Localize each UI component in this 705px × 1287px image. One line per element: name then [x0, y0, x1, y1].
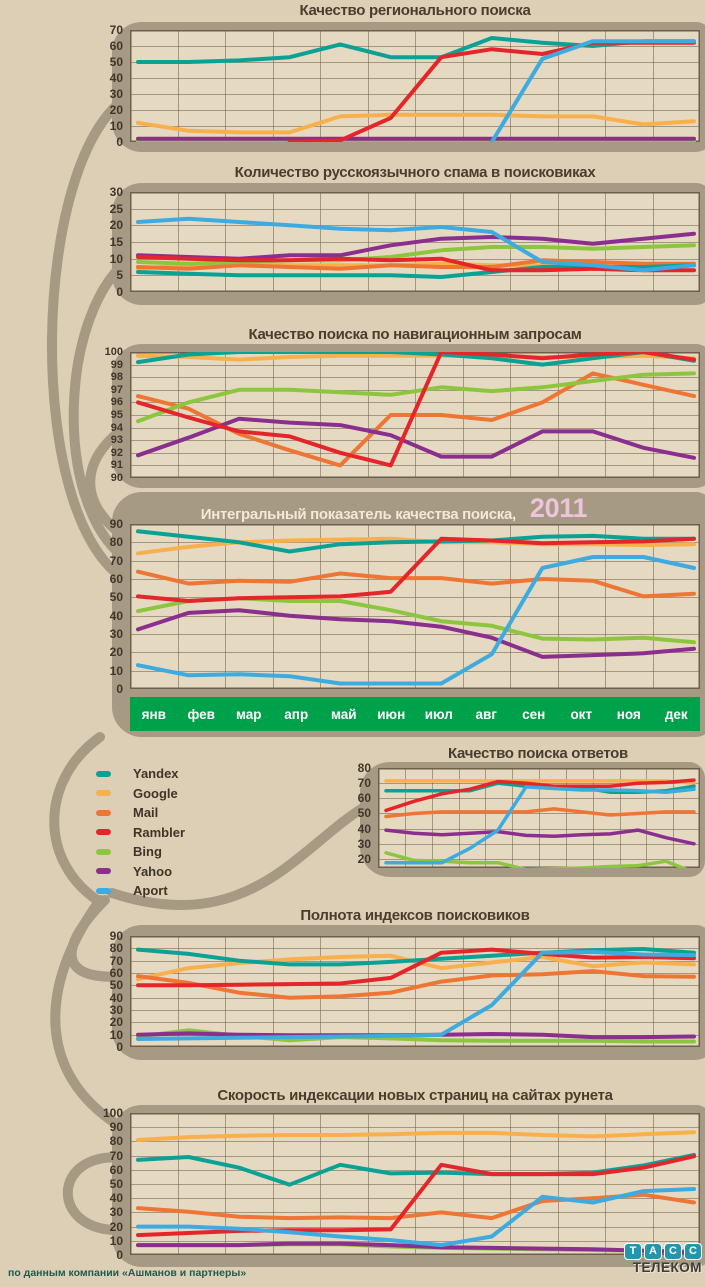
month-label: янв — [141, 706, 166, 722]
month-label: июл — [424, 706, 453, 722]
y-tick-label: 98 — [110, 371, 123, 384]
y-tick-label: 10 — [109, 1027, 123, 1042]
month-label: дек — [664, 706, 688, 722]
y-tick-label: 30 — [109, 185, 123, 199]
chart-title-6 — [300, 907, 529, 924]
chart-title-text: Количество русскоязычного спама в поисковиках — [234, 164, 596, 181]
chart-capsule-5 — [357, 761, 705, 877]
y-tick-label: 70 — [357, 776, 371, 791]
y-tick-label: 30 — [109, 1205, 123, 1220]
chart-title-3 — [248, 326, 581, 343]
legend-label: Mail — [133, 805, 159, 821]
legend-item-yandex — [96, 764, 185, 784]
chart-canvas-количество-русскоязычного-спама-в-поиско — [130, 192, 700, 292]
y-tick-label: 60 — [109, 572, 123, 586]
y-tick-label: 60 — [109, 1162, 123, 1177]
y-tick-label: 93 — [110, 434, 123, 447]
y-tick-label: 100 — [102, 1106, 123, 1120]
y-tick-label: 60 — [109, 966, 123, 980]
y-tick-label: 30 — [109, 87, 123, 101]
tass-logo-tiles — [612, 1243, 702, 1260]
y-tick-label: 80 — [109, 535, 123, 550]
chart-canvas-скорость-индексации-новых-страниц-на-сай — [130, 1113, 700, 1255]
chart-capsule-3 — [112, 344, 705, 488]
legend-item-aport — [96, 881, 185, 901]
y-tick-label: 70 — [109, 1148, 123, 1163]
chart-title-5 — [448, 745, 628, 762]
legend-item-mail — [96, 803, 185, 823]
legend-item-bing — [96, 842, 185, 862]
chart-capsule-6 — [109, 925, 705, 1060]
source-note: по данным компании «Ашманов и партнеры» — [8, 1267, 247, 1279]
y-tick-label: 50 — [357, 806, 371, 821]
y-tick-label: 0 — [116, 1040, 123, 1054]
chart-title-1 — [299, 2, 530, 19]
month-label: июн — [377, 706, 406, 722]
chart-title-2 — [235, 164, 596, 181]
y-tick-label: 20 — [109, 218, 123, 233]
y-tick-label: 95 — [110, 409, 123, 421]
month-label: апр — [284, 706, 309, 722]
y-tick-label: 10 — [109, 663, 123, 678]
y-tick-label: 40 — [109, 1191, 123, 1206]
y-tick-label: 80 — [109, 941, 123, 956]
y-tick-label: 92 — [110, 446, 123, 459]
y-tick-label: 96 — [110, 396, 123, 409]
chart-canvas-качество-поиска-ответов — [378, 768, 700, 868]
y-tick-label: 30 — [109, 627, 123, 641]
y-tick-label: 70 — [109, 553, 123, 568]
legend-label: Aport — [133, 883, 168, 899]
y-tick-label: 97 — [110, 383, 123, 396]
y-tick-label: 60 — [357, 791, 371, 806]
month-label: авг — [475, 706, 497, 722]
y-tick-label: 91 — [110, 459, 123, 472]
y-tick-label: 0 — [116, 285, 123, 299]
y-tick-label: 5 — [116, 268, 123, 283]
legend-label: Google — [133, 785, 178, 801]
tass-logo-tile: Т — [624, 1243, 642, 1260]
y-tick-label: 80 — [357, 761, 371, 775]
tass-telecom-logo — [612, 1243, 702, 1275]
legend-color-chip — [96, 771, 111, 777]
chart-canvas-интегральный-показатель-качества-поиска — [130, 524, 700, 689]
y-tick-label: 50 — [109, 590, 123, 605]
y-tick-label: 30 — [109, 1003, 123, 1017]
y-tick-label: 40 — [109, 608, 123, 623]
month-label: фев — [187, 706, 215, 722]
legend-item-google — [96, 784, 185, 804]
chart-title-4 — [200, 493, 599, 531]
y-tick-label: 80 — [109, 1134, 123, 1149]
months-axis-bar — [130, 697, 700, 731]
month-label: окт — [570, 706, 593, 722]
chart-title-7 — [217, 1087, 612, 1104]
y-tick-label: 50 — [109, 978, 123, 993]
y-tick-label: 50 — [109, 55, 123, 69]
chart-canvas-качество-регионального-поиска — [130, 30, 700, 142]
y-tick-label: 70 — [109, 23, 123, 37]
y-tick-label: 20 — [109, 645, 123, 660]
legend — [96, 764, 185, 901]
y-tick-label: 90 — [110, 472, 123, 484]
legend-item-rambler — [96, 823, 185, 843]
month-label: ноя — [616, 706, 641, 722]
y-tick-label: 94 — [110, 421, 123, 434]
y-tick-label: 50 — [109, 1177, 123, 1191]
y-tick-label: 40 — [109, 71, 123, 85]
y-tick-label: 70 — [109, 953, 123, 968]
legend-label: Bing — [133, 844, 162, 860]
y-tick-label: 0 — [116, 135, 123, 149]
year-badge: 2011 — [522, 492, 599, 524]
legend-label: Yahoo — [133, 863, 173, 879]
chart-canvas-качество-поиска-по-навигационным-запроса — [130, 352, 700, 478]
y-tick-label: 0 — [116, 682, 123, 696]
y-tick-label: 40 — [109, 990, 123, 1005]
legend-color-chip — [96, 888, 111, 894]
y-tick-label: 20 — [109, 1015, 123, 1030]
y-tick-label: 10 — [109, 251, 123, 266]
y-tick-label: 99 — [110, 358, 123, 371]
legend-color-chip — [96, 868, 111, 874]
chart-capsule-1 — [109, 22, 705, 152]
legend-color-chip — [96, 810, 111, 816]
month-label: сен — [522, 706, 546, 722]
y-tick-label: 30 — [357, 836, 371, 851]
tass-logo-tile: С — [664, 1243, 682, 1260]
y-tick-label: 40 — [357, 821, 371, 836]
y-tick-label: 20 — [109, 1219, 123, 1234]
month-label: мар — [235, 706, 262, 722]
y-tick-label: 90 — [109, 1120, 123, 1135]
legend-label: Rambler — [133, 824, 186, 840]
y-tick-label: 25 — [109, 201, 123, 216]
chart-title-text: Качество поиска ответов — [448, 745, 628, 762]
legend-color-chip — [96, 829, 111, 835]
swirl-connector — [54, 737, 100, 902]
y-tick-label: 90 — [109, 517, 123, 531]
y-tick-label: 0 — [116, 1248, 123, 1262]
chart-title-text: Качество регионального поиска — [299, 2, 531, 19]
legend-color-chip — [96, 849, 111, 855]
month-label: май — [330, 706, 357, 722]
y-tick-label: 10 — [109, 1233, 123, 1248]
tass-logo-tile: С — [684, 1243, 702, 1260]
chart-capsule-2 — [109, 183, 705, 305]
y-tick-label: 20 — [109, 103, 123, 117]
y-tick-label: 20 — [357, 851, 371, 866]
y-tick-label: 10 — [109, 119, 123, 133]
y-tick-label: 15 — [109, 235, 123, 249]
telecom-logo-word: ТЕЛЕКОМ — [632, 1260, 702, 1275]
tass-logo-tile: А — [644, 1243, 662, 1260]
legend-color-chip — [96, 790, 111, 796]
legend-item-yahoo — [96, 862, 185, 882]
legend-label: Yandex — [133, 766, 179, 782]
chart-title-text: Качество поиска по навигационным запросам — [248, 326, 582, 343]
y-tick-label: 100 — [104, 346, 123, 358]
y-tick-label: 60 — [109, 39, 123, 53]
chart-title-text: Полнота индексов поисковиков — [300, 907, 530, 924]
chart-canvas-полнота-индексов-поисковиков — [130, 936, 700, 1047]
chart-title-text: Скорость индексации новых страниц на сайтах рунета — [217, 1087, 613, 1104]
chart-title-text: Интегральный показатель качества поиска, — [200, 505, 516, 523]
y-tick-label: 90 — [109, 929, 123, 943]
